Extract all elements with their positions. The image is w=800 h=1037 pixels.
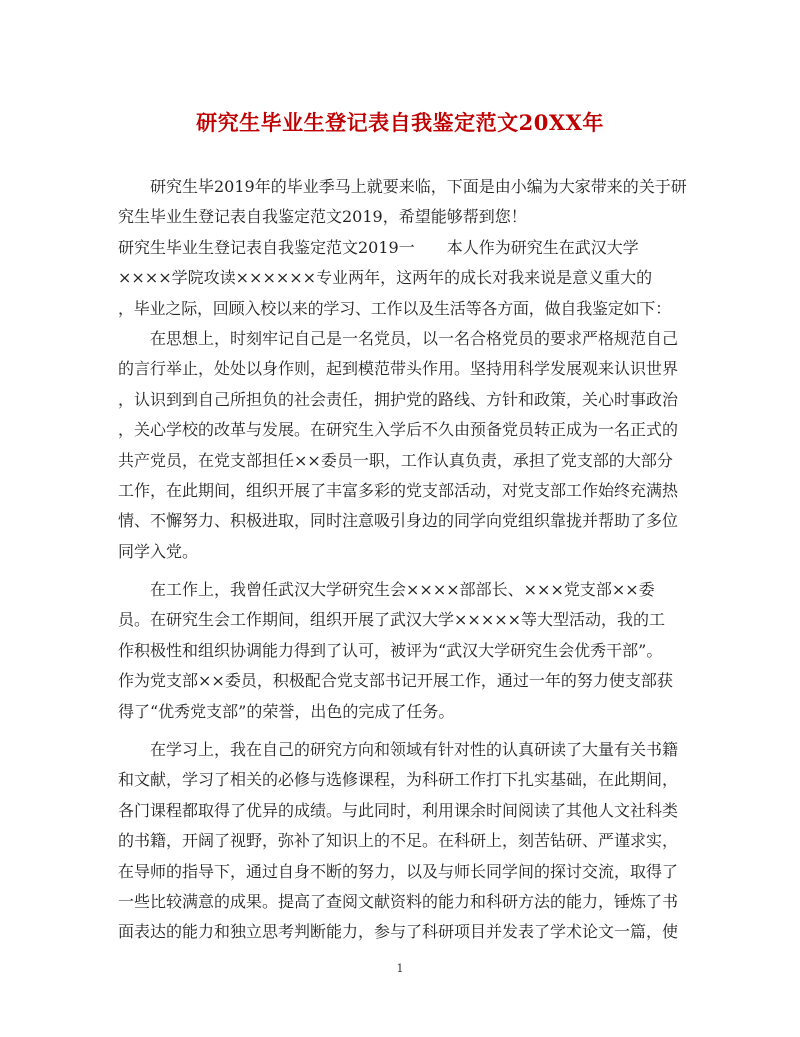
paragraph-thought bbox=[118, 324, 686, 567]
text-line: 情、不懈努力、积极进取，同时注意吸引身边的同学向党组织靠拢并帮助了多位 bbox=[118, 511, 679, 531]
text-line: 在导师的指导下，通过自身不断的努力，以及与师长同学间的探讨交流，取得了 bbox=[118, 861, 679, 881]
paragraph-study bbox=[118, 735, 686, 948]
text-line: 同学入党。 bbox=[118, 541, 199, 561]
text-line: ，认识到到自己所担负的社会责任，拥护党的路线、方针和政策，关心时事政治 bbox=[118, 389, 679, 409]
text-line: 研究生毕2019年的毕业季马上就要来临，下面是由小编为大家带来的关于研 bbox=[150, 177, 687, 196]
text-line: 的书籍，开阔了视野，弥补了知识上的不足。在科研上，刻苦钻研、严谨求实， bbox=[118, 831, 679, 851]
text-line: 作积极性和组织协调能力得到了认可，被评为“武汉大学研究生会优秀干部”。 bbox=[118, 640, 663, 660]
paragraph-gap bbox=[118, 567, 686, 575]
text-line: 作为党支部××委员，积极配合党支部书记开展工作，通过一年的努力使支部获 bbox=[118, 671, 673, 691]
text-line: 在思想上，时刻牢记自己是一名党员，以一名合格党员的要求严格规范自己 bbox=[150, 328, 679, 348]
page-number: 1 bbox=[396, 962, 404, 975]
text-line: 工作，在此期间，组织开展了丰富多彩的党支部活动，对党支部工作始终充满热 bbox=[118, 480, 679, 500]
text-line: 一些比较满意的成果。提高了查阅文献资料的能力和科研方法的能力，锤炼了书 bbox=[118, 891, 679, 911]
text-line: 面表达的能力和独立思考判断能力，参与了科研项目并发表了学术论文一篇，使 bbox=[118, 922, 679, 942]
text-line: 究生毕业生登记表自我鉴定范文2019，希望能够帮到您！ bbox=[118, 207, 527, 227]
paragraph-gap bbox=[118, 727, 686, 735]
paragraph-work bbox=[118, 575, 686, 727]
text-line: ，关心学校的改革与发展。在研究生入学后不久由预备党员转正成为一名正式的 bbox=[118, 420, 679, 440]
text-line: 的言行举止，处处以身作则，起到模范带头作用。坚持用科学发展观来认识世界 bbox=[118, 359, 679, 379]
text-line: 共产党员，在党支部担任××委员一职，工作认真负责，承担了党支部的大部分 bbox=[118, 450, 673, 470]
page-title: 研究生毕业生登记表自我鉴定范文20XX年 bbox=[196, 110, 604, 135]
text-line: 研究生毕业生登记表自我鉴定范文2019一 本人作为研究生在武汉大学 bbox=[118, 237, 639, 257]
text-line: 各门课程都取得了优异的成绩。与此同时，利用课余时间阅读了其他人文社科类 bbox=[118, 800, 679, 820]
text-line: 和文献，学习了相关的必修与选修课程，为科研工作打下扎实基础，在此期间， bbox=[118, 770, 679, 790]
text-line: ××××学院攻读××××××专业两年，这两年的成长对我来说是意义重大的 bbox=[118, 268, 653, 288]
text-line: 得了“优秀党支部”的荣誉，出色的完成了任务。 bbox=[118, 701, 455, 721]
paragraph-intro bbox=[118, 172, 686, 324]
text-line: ，毕业之际，回顾入校以来的学习、工作以及生活等各方面，做自我鉴定如下： bbox=[118, 298, 672, 318]
text-line: 在学习上，我在自己的研究方向和领域有针对性的认真研读了大量有关书籍 bbox=[150, 740, 679, 760]
document-body bbox=[118, 172, 686, 948]
text-line: 在工作上，我曾任武汉大学研究生会××××部部长、×××党支部××委 bbox=[150, 580, 655, 600]
text-line: 员。在研究生会工作期间，组织开展了武汉大学×××××等大型活动，我的工 bbox=[118, 610, 666, 630]
